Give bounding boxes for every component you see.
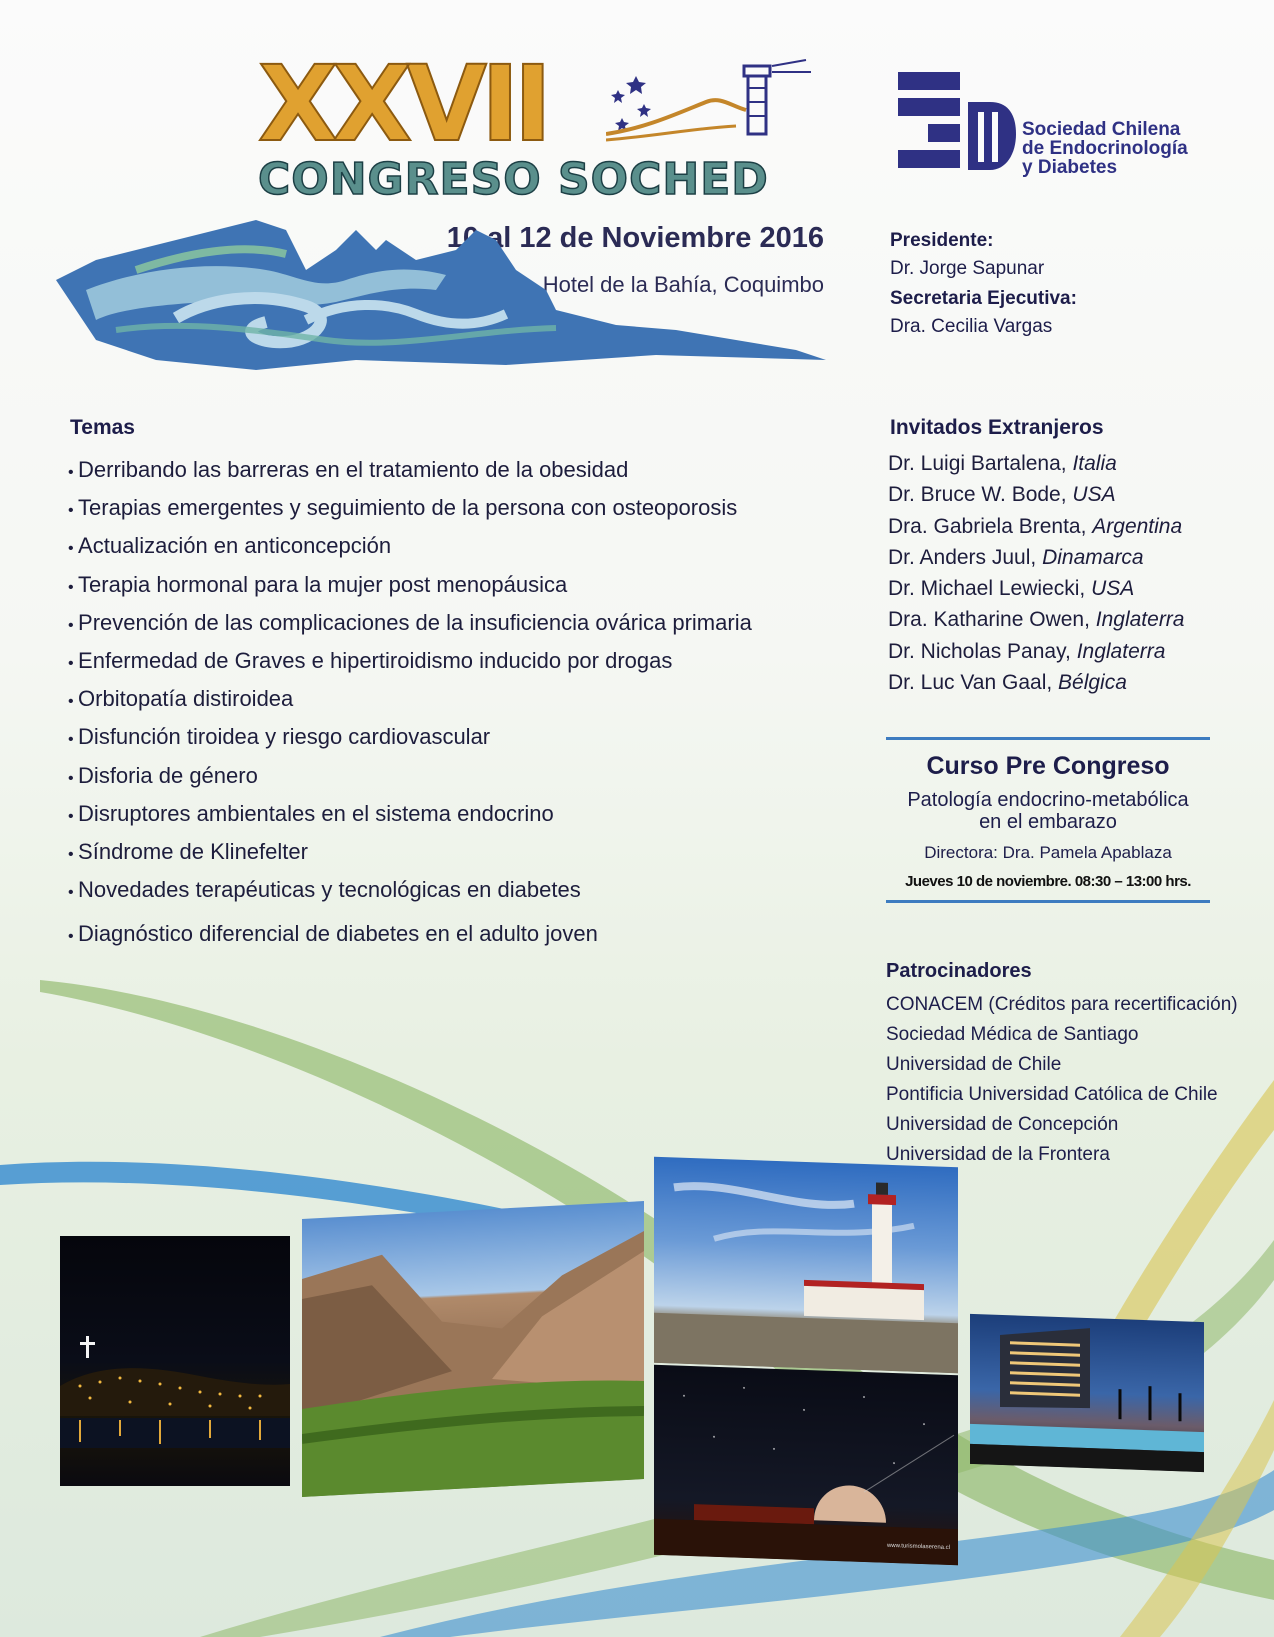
curso-director: Directora: Dra. Pamela Apablaza bbox=[924, 843, 1172, 862]
temas-list bbox=[68, 452, 752, 955]
invitado-name: Dr. Luc Van Gaal, bbox=[888, 671, 1059, 695]
invitado-name: Dr. Nicholas Panay, bbox=[888, 639, 1077, 663]
society-name-line2: de Endocrinología bbox=[1022, 138, 1188, 159]
tema-item: • Diagnóstico diferencial de diabetes en el adulto joven bbox=[68, 916, 752, 954]
patrocinador-item: Universidad de Chile bbox=[886, 1054, 1062, 1075]
tema-item: • Terapias emergentes y seguimiento de la persona con osteoporosis bbox=[68, 490, 752, 528]
invitado-item bbox=[888, 636, 1184, 667]
tema-item: • Actualización en anticoncepción bbox=[68, 528, 752, 566]
tema-item: • Enfermedad de Graves e hipertiroidismo inducido por drogas bbox=[68, 643, 752, 681]
curso-title: Curso Pre Congreso bbox=[926, 752, 1170, 780]
soched-logo-icon bbox=[898, 72, 1018, 182]
invitado-country: USA bbox=[1072, 483, 1116, 507]
curso-subtitle-line2: en el embarazo bbox=[979, 811, 1117, 833]
hotel-art bbox=[970, 1314, 1204, 1472]
society-name bbox=[1022, 120, 1188, 177]
observatory-art bbox=[654, 1365, 958, 1566]
invitado-name: Dr. Anders Juul, bbox=[888, 545, 1043, 569]
invitado-item bbox=[888, 573, 1184, 604]
photo-coquimbo-night bbox=[60, 1236, 290, 1486]
valley-art bbox=[302, 1201, 644, 1497]
lighthouse-stars-icon bbox=[606, 58, 826, 148]
invitados-list bbox=[888, 448, 1184, 698]
invitado-country: Dinamarca bbox=[1042, 545, 1144, 569]
invitado-country: Italia bbox=[1072, 452, 1117, 475]
congress-name: CONGRESO SOCHED bbox=[258, 154, 769, 205]
curso-subtitle-line1: Patología endocrino-metabólica bbox=[907, 789, 1189, 811]
tema-item: • Disfunción tiroidea y riesgo cardiovascular bbox=[68, 719, 752, 757]
secretary-name: Dra. Cecilia Vargas bbox=[890, 316, 1053, 337]
curso-schedule: Jueves 10 de noviembre. 08:30 – 13:00 hrs. bbox=[905, 873, 1191, 890]
president-name: Dr. Jorge Sapunar bbox=[890, 258, 1045, 279]
invitado-item bbox=[888, 448, 1184, 479]
invitado-country: Inglaterra bbox=[1076, 639, 1166, 663]
photo-lighthouse bbox=[654, 1157, 958, 1374]
invitado-item bbox=[888, 511, 1184, 542]
wave-logo-art bbox=[56, 210, 826, 380]
president-label: Presidente: bbox=[890, 230, 994, 251]
patrocinadores-title: Patrocinadores bbox=[886, 960, 1032, 982]
lighthouse-art bbox=[654, 1157, 958, 1374]
society-name-line1: Sociedad Chilena bbox=[1022, 119, 1181, 140]
city-lights-art bbox=[60, 1236, 290, 1486]
congress-number: XXVII bbox=[258, 43, 547, 165]
tema-item: • Síndrome de Klinefelter bbox=[68, 834, 752, 872]
invitado-name: Dr. Bruce W. Bode, bbox=[888, 483, 1073, 507]
society-name-line3: y Diabetes bbox=[1022, 157, 1118, 178]
temas-title: Temas bbox=[70, 416, 135, 439]
patrocinador-item: CONACEM (Créditos para recertificación) bbox=[886, 994, 1238, 1015]
invitado-name: Dra. Katharine Owen, bbox=[888, 608, 1096, 632]
patrocinador-item: Universidad de la Frontera bbox=[886, 1144, 1110, 1165]
invitado-country: Inglaterra bbox=[1095, 608, 1185, 632]
tema-item: • Derribando las barreras en el tratamiento de la obesidad bbox=[68, 452, 752, 490]
invitado-item bbox=[888, 479, 1184, 510]
tema-item: • Disruptores ambientales en el sistema endocrino bbox=[68, 796, 752, 834]
tema-item: • Prevención de las complicaciones de la insuficiencia ovárica primaria bbox=[68, 605, 752, 643]
patrocinador-item: Sociedad Médica de Santiago bbox=[886, 1024, 1139, 1045]
event-dates: 10 al 12 de Noviembre 2016 bbox=[446, 222, 824, 254]
tema-item: • Disforia de género bbox=[68, 758, 752, 796]
photo-observatory bbox=[654, 1365, 958, 1566]
secretary-label: Secretaria Ejecutiva: bbox=[890, 288, 1077, 309]
tema-item: • Terapia hormonal para la mujer post menopáusica bbox=[68, 567, 752, 605]
invitados-title: Invitados Extranjeros bbox=[890, 416, 1104, 439]
tema-item: • Novedades terapéuticas y tecnológicas en diabetes bbox=[68, 872, 752, 910]
invitado-country: Argentina bbox=[1092, 514, 1183, 538]
curso-pre-congreso-box bbox=[886, 737, 1210, 903]
patrocinadores-list bbox=[886, 990, 1238, 1170]
invitado-name: Dr. Luigi Bartalena, bbox=[888, 452, 1073, 475]
photo-elqui-valley bbox=[302, 1201, 644, 1497]
patrocinador-item: Universidad de Concepción bbox=[886, 1114, 1119, 1135]
invitado-item bbox=[888, 542, 1184, 573]
society-logo bbox=[898, 72, 1018, 182]
photo-credit: www.turismolaserena.cl bbox=[886, 1542, 950, 1552]
invitado-name: Dra. Gabriela Brenta, bbox=[888, 514, 1093, 538]
invitado-item bbox=[888, 667, 1184, 698]
photo-hotel bbox=[970, 1314, 1204, 1472]
tema-item: • Orbitopatía distiroidea bbox=[68, 681, 752, 719]
invitado-name: Dr. Michael Lewiecki, bbox=[888, 577, 1092, 601]
invitado-country: Bélgica bbox=[1058, 671, 1127, 695]
invitado-item bbox=[888, 604, 1184, 635]
patrocinador-item: Pontificia Universidad Católica de Chile bbox=[886, 1084, 1218, 1105]
event-venue: Hotel de la Bahía, Coquimbo bbox=[542, 272, 824, 297]
invitado-country: USA bbox=[1091, 577, 1135, 601]
